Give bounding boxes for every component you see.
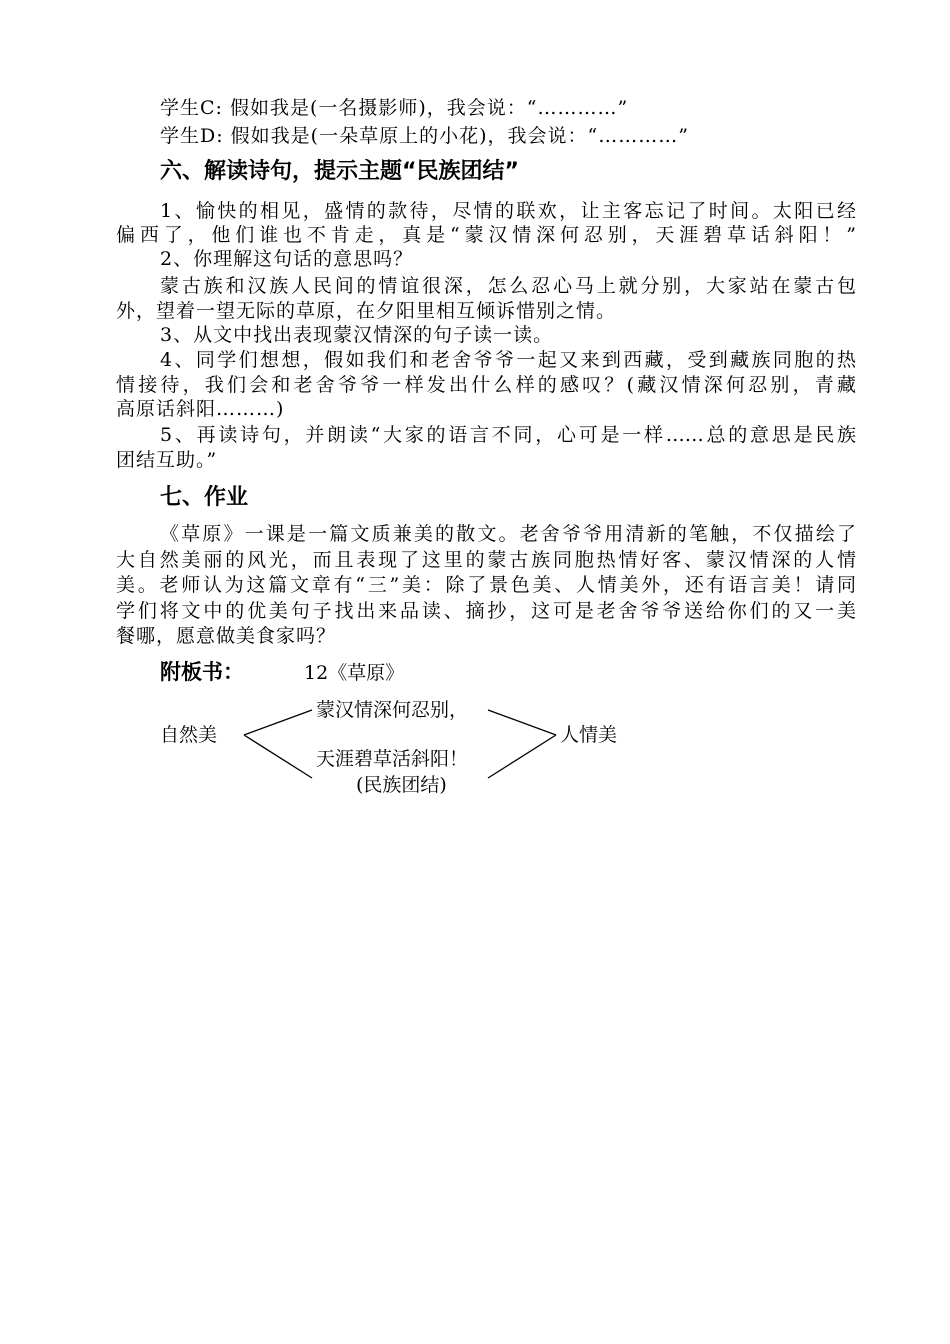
section-6-p4: 3、从文中找出表现蒙汉情深的句子读一读。 <box>160 324 554 346</box>
section-7-line2: 大自然美丽的风光，而且表现了这里的蒙古族同胞热情好客、蒙汉情深的人情 <box>116 549 856 571</box>
board-heading: 附板书： <box>160 660 244 684</box>
board-line-right-down <box>488 735 556 778</box>
section-7-line5: 餐哪，愿意做美食家吗？ <box>116 625 337 647</box>
section-6-p5-line2: 情接待，我们会和老舍爷爷一样发出什么样的感叹？(藏汉情深何忍别，青藏 <box>116 374 856 396</box>
section-6-p5-line1: 4、同学们想想，假如我们和老舍爷爷一起又来到西藏，受到藏族同胞的热 <box>160 349 856 371</box>
board-top-label: 蒙汉情深何忍别， <box>316 699 469 721</box>
section-6-p1-line1: 1、愉快的相见，盛情的款待，尽情的联欢，让主客忘记了时间。太阳已经 <box>160 200 856 222</box>
student-c-line: 学生C: 假如我是(一名摄影师)，我会说：“…………” <box>160 97 629 119</box>
board-title: 12《草原》 <box>304 662 405 684</box>
section-6-p6-line1: 5、再读诗句，并朗读“大家的语言不同，心可是一样……总的意思是民族 <box>160 424 856 446</box>
board-line-left-down <box>244 735 312 778</box>
section-6-p1-line2: 偏西了，他们谁也不肯走，真是“蒙汉情深何忍别，天涯碧草话斜阳！” <box>116 224 856 246</box>
board-line-left-up <box>244 710 312 735</box>
section-7-line4: 学们将文中的优美句子找出来品读、摘抄，这可是老舍爷爷送给你们的又一美 <box>116 600 856 622</box>
section-6-heading: 六、解读诗句，提示主题“民族团结” <box>160 159 519 184</box>
board-bottom2-label: (民族团结) <box>356 774 447 796</box>
section-6-p2: 2、你理解这句话的意思吗？ <box>160 248 414 270</box>
board-line-right-up <box>488 710 556 735</box>
board-left-label: 自然美 <box>160 724 218 746</box>
section-6-p6-line2: 团结互助。” <box>116 449 218 471</box>
student-d-line: 学生D: 假如我是(一朵草原上的小花)，我会说：“…………” <box>160 125 689 147</box>
section-6-p5-line3: 高原话斜阳………) <box>116 398 285 420</box>
section-6-p3-line1: 蒙古族和汉族人民间的情谊很深，怎么忍心马上就分别，大家站在蒙古包 <box>160 275 856 297</box>
section-7-heading: 七、作业 <box>160 485 249 510</box>
board-right-label: 人情美 <box>560 724 618 746</box>
section-7-line3: 美。老师认为这篇文章有“三”美：除了景色美、人情美外，还有语言美！请同 <box>116 574 856 596</box>
section-6-p3-line2: 外，望着一望无际的草原，在夕阳里相互倾诉惜别之情。 <box>116 300 617 322</box>
board-bottom-label: 天涯碧草活斜阳！ <box>316 748 469 770</box>
section-7-line1: 《草原》一课是一篇文质兼美的散文。老舍爷爷用清新的笔触，不仅描绘了 <box>160 523 856 545</box>
